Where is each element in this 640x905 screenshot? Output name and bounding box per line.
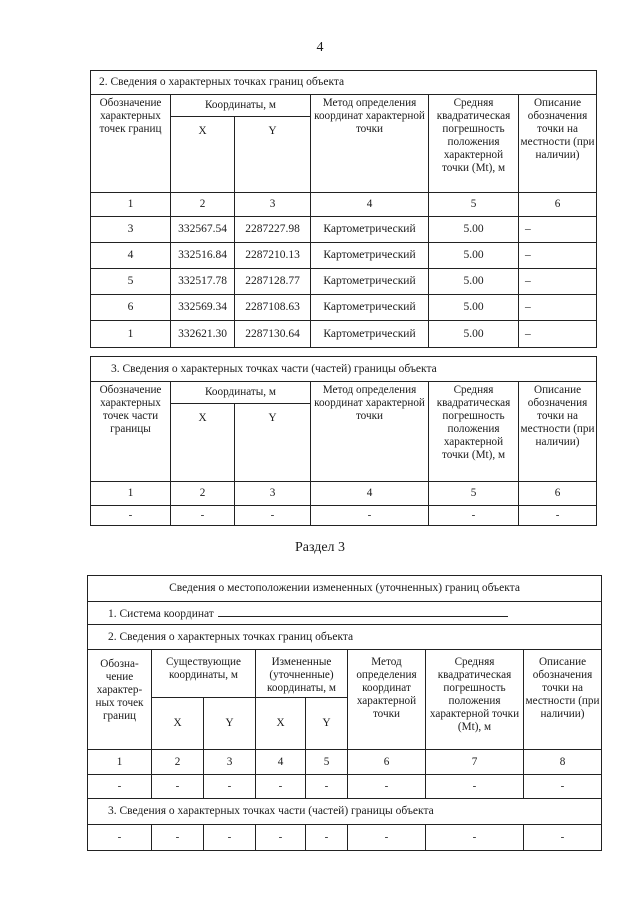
table-row [91,295,597,321]
table-row [88,775,602,799]
point-id: 5 [91,269,171,295]
header-method: Метод определения координат характерной точки [311,382,429,482]
header-existing-coords: Существующие координаты, м [152,650,256,698]
cell: - [306,825,348,851]
cell: - [152,775,204,799]
header-y: Y [235,117,311,193]
method: Картометрический [311,217,429,243]
header-method: Метод определения координат характерной точки [348,650,426,750]
point-id: 1 [91,321,171,348]
error: 5.00 [429,217,519,243]
table-row [91,321,597,348]
cell: - [204,775,256,799]
col-number: 5 [429,193,519,217]
description: – [519,295,597,321]
cell: - [429,506,519,526]
header-x: X [256,698,306,750]
table-row [91,269,597,295]
header-x: X [171,117,235,193]
cell: - [426,775,524,799]
coordinate-system-label: 1. Система координат [108,608,214,620]
col-number: 3 [204,750,256,775]
table-caption: 3. Сведения о характерных точках части (частей) границы объекта [91,357,597,382]
cell: - [88,775,152,799]
coord-x: 332569.34 [171,295,235,321]
header-description: Описание обозначения точки на местности (при наличии) [519,382,597,482]
col-number: 7 [426,750,524,775]
cell: - [204,825,256,851]
cell: - [348,825,426,851]
coord-y: 2287130.64 [235,321,311,348]
col-number: 2 [171,193,235,217]
cell: - [256,825,306,851]
table-row [91,506,597,526]
header-x: X [171,404,235,482]
header-point: Обозна-чение характер-ных точек границ [88,650,152,750]
coord-y: 2287108.63 [235,295,311,321]
header-error: Средняя квадратическая погрешность положения характерной точки (Mt), м [429,95,519,193]
table-row [88,825,602,851]
header-method: Метод определения координат характерной точки [311,95,429,193]
cell: - [426,825,524,851]
error: 5.00 [429,295,519,321]
col-number: 4 [311,193,429,217]
coord-x: 332517.78 [171,269,235,295]
col-number: 8 [524,750,602,775]
point-id: 3 [91,217,171,243]
table-row [91,217,597,243]
header-description: Описание обозначения точки на местности (при наличии) [519,95,597,193]
cell: - [524,825,602,851]
coord-x: 332567.54 [171,217,235,243]
col-number: 2 [171,482,235,506]
header-x: X [152,698,204,750]
coord-y: 2287227.98 [235,217,311,243]
page-number: 4 [316,40,324,55]
point-id: 6 [91,295,171,321]
cell: - [88,825,152,851]
cell: - [171,506,235,526]
table-row [91,243,597,269]
description: – [519,217,597,243]
coord-y: 2287128.77 [235,269,311,295]
coord-y: 2287210.13 [235,243,311,269]
error: 5.00 [429,321,519,348]
header-description: Описание обозначения точки на местности (при наличии) [524,650,602,750]
col-number: 5 [306,750,348,775]
cell: - [256,775,306,799]
method: Картометрический [311,269,429,295]
header-coords: Координаты, м [171,95,311,117]
col-number: 3 [235,482,311,506]
col-number: 2 [152,750,204,775]
table-caption: 2. Сведения о характерных точках границ объекта [91,71,597,95]
header-changed-coords: Измененные (уточненные) координаты, м [256,650,348,698]
header-y: Y [306,698,348,750]
section-title: Раздел 3 [294,540,346,555]
part-boundary-points-table [90,356,597,526]
point-id: 4 [91,243,171,269]
header-error: Средняя квадратическая погрешность положения характерной точки (Mt), м [426,650,524,750]
header-point: Обозначение характерных точек границ [91,95,171,193]
header-y: Y [235,404,311,482]
col-number: 4 [256,750,306,775]
col-number: 5 [429,482,519,506]
description: – [519,321,597,348]
col-number: 6 [519,193,597,217]
table-title: Сведения о местоположении измененных (уточненных) границ объекта [88,576,602,602]
coord-x: 332621.30 [171,321,235,348]
cell: - [524,775,602,799]
table-caption: 2. Сведения о характерных точках границ объекта [88,625,602,650]
description: – [519,243,597,269]
method: Картометрический [311,295,429,321]
description: – [519,269,597,295]
col-number: 6 [348,750,426,775]
changed-boundaries-table [87,575,602,851]
col-number: 1 [91,482,171,506]
table-caption: 3. Сведения о характерных точках части (частей) границы объекта [88,799,602,825]
header-coords: Координаты, м [171,382,311,404]
col-number: 3 [235,193,311,217]
col-number: 1 [88,750,152,775]
cell: - [311,506,429,526]
cell: - [306,775,348,799]
error: 5.00 [429,243,519,269]
cell: - [91,506,171,526]
col-number: 4 [311,482,429,506]
header-y: Y [204,698,256,750]
coord-x: 332516.84 [171,243,235,269]
coordinate-system-row [88,602,602,625]
error: 5.00 [429,269,519,295]
method: Картометрический [311,321,429,348]
col-number: 6 [519,482,597,506]
header-error: Средняя квадратическая погрешность положения характерной точки (Mt), м [429,382,519,482]
cell: - [519,506,597,526]
cell: - [152,825,204,851]
method: Картометрический [311,243,429,269]
cell: - [235,506,311,526]
cell: - [348,775,426,799]
col-number: 1 [91,193,171,217]
coordinate-system-blank [218,605,508,617]
header-point: Обозначение характерных точек части границы [91,382,171,482]
boundary-points-table [90,70,597,348]
